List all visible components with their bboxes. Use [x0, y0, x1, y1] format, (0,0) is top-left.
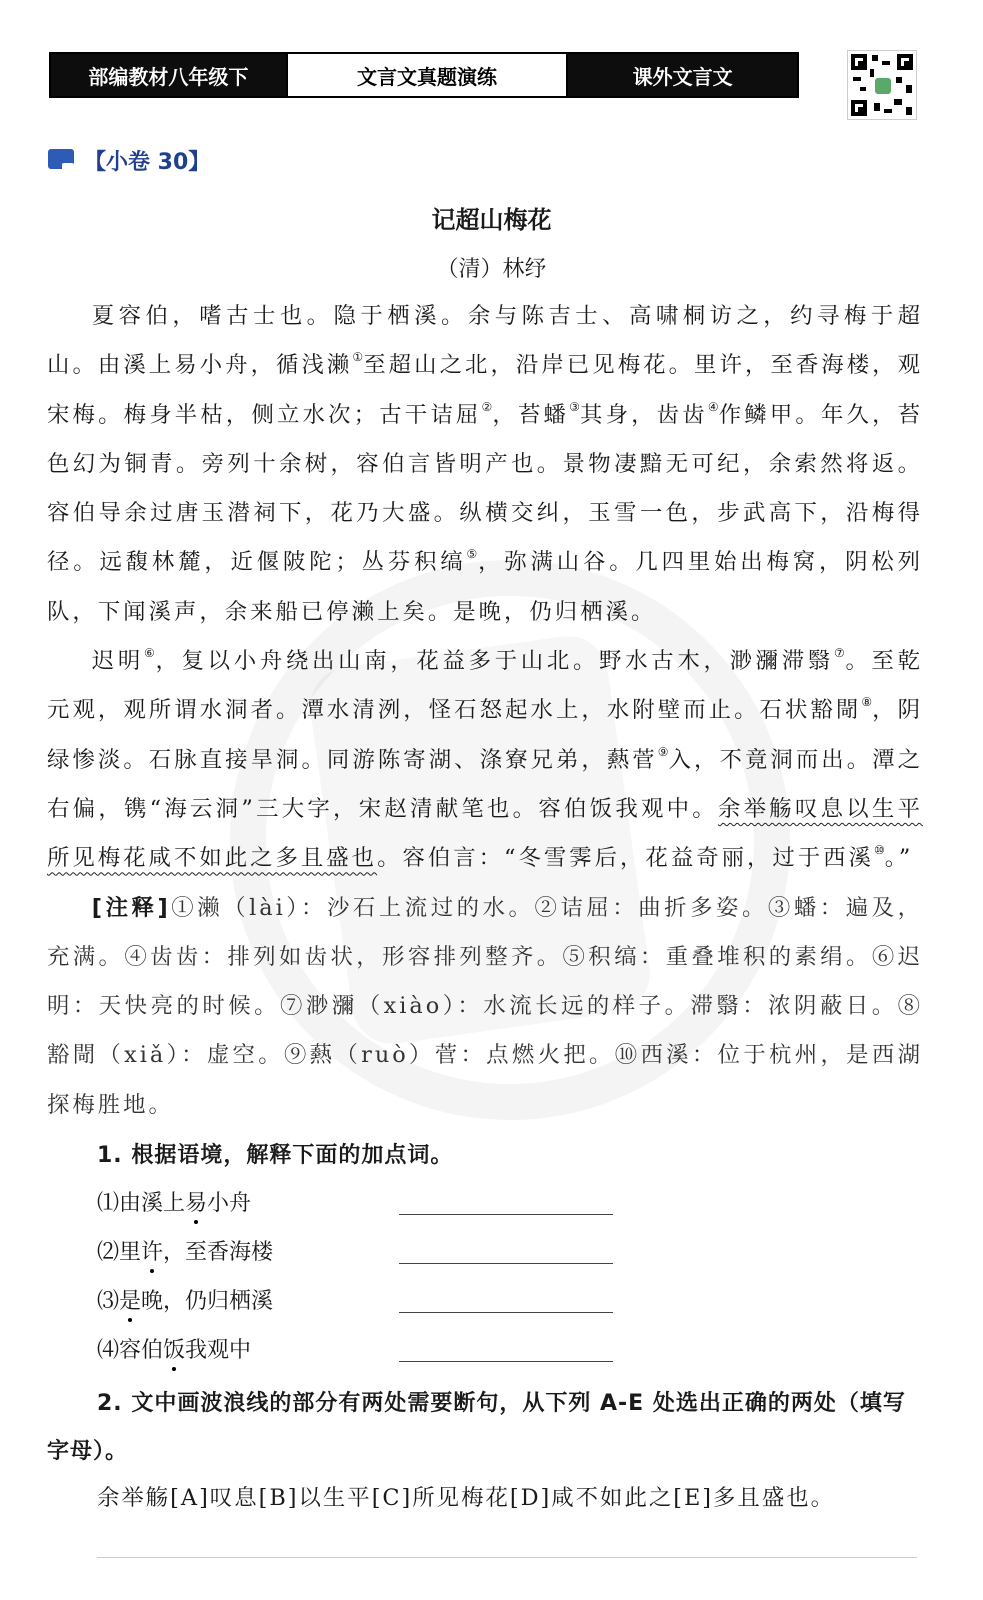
passage-body [47, 292, 923, 1130]
bookmark-icon [48, 149, 76, 173]
question-2-heading: 2. 文中画波浪线的部分有两处需要断句，从下列 A-E 处选出正确的两处（填写字母）。 [47, 1391, 906, 1464]
question-1-item: ⑴由溪上易小舟 [97, 1180, 617, 1220]
answer-blank[interactable] [399, 1361, 613, 1362]
dotted-word: 许 [141, 1240, 164, 1265]
question-1-item: ⑷容伯饭我观中 [97, 1327, 617, 1367]
annotations [47, 884, 923, 1130]
header-bar [49, 52, 799, 98]
bottom-divider [97, 1557, 917, 1558]
dotted-word: 饭 [163, 1338, 186, 1363]
passage-paragraph-2: 迟明⑥，复以小舟绕出山南，花益多于山北。野水古木，渺瀰滞翳⑦。至乾元观，观所谓水洞者。潭水清洌，怪石怒起水上，水附壁而止。石状豁閜⑧，阴绿惨淡。石脉直接旱洞。同游陈寄湖、涤寮兄弟，爇菅⑨入，不竟洞而出。潭之右偏，镌“海云洞”三大字，宋赵清献笔也。容伯饭我观中。余举觞叹息以生平所见梅花咸不如此之多且盛也。容伯言：“冬雪霁后，花益奇丽，过于西溪⑩。” [47, 646, 924, 872]
annotations-label: [注释] [91, 894, 171, 921]
answer-blank[interactable] [399, 1312, 613, 1313]
qr-code-icon [847, 50, 917, 120]
question-1-item: ⑶是晚，仍归栖溪 [97, 1278, 617, 1318]
header-exercise-label: 文言文真题演练 [286, 54, 569, 96]
header-textbook-label: 部编教材八年级下 [51, 54, 286, 96]
passage-paragraph-1: 夏容伯，嗜古士也。隐于栖溪。余与陈吉士、高啸桐访之，约寻梅于超山。由溪上易小舟，循浅濑①至超山之北，沿岸已见梅花。里许，至香海楼，观宋梅。梅身半枯，侧立水次；古干诘屈②，苔蟠③其身，齿齿④作鳞甲。年久，苔色幻为铜青。旁列十余树，容伯言皆明产也。景物凄黯无可纪，余索然将返。容伯导余过唐玉潜祠下，花乃大盛。纵横交纠，玉雪一色，步武高下，沿梅得径。远馥林麓，近偃陂陀；丛芬积缟⑤，弥满山谷。几四里始出梅窝，阴松列队，下闻溪声，余来船已停濑上矣。是晚，仍归栖溪。 [47, 303, 924, 625]
header-category-label: 课外文言文 [568, 54, 797, 96]
wavy-underlined-sentence: 余举觞叹息以生平所见梅花咸不如此之多且盛也 [47, 795, 923, 872]
section-tag [48, 145, 210, 176]
dotted-word: 是 [119, 1289, 142, 1314]
question-1-heading: 1. 根据语境，解释下面的加点词。 [97, 1143, 454, 1168]
passage-title: 记超山梅花 [431, 206, 552, 234]
question-2-sentence: 余举觞[A]叹息[B]以生平[C]所见梅花[D]咸不如此之[E]多且盛也。 [97, 1485, 835, 1511]
section-tag-label: 【小卷 30】 [84, 150, 211, 175]
question-1-item: ⑵里许，至香海楼 [97, 1229, 617, 1269]
annotations-text: ①濑（lài）：沙石上流过的水。②诘屈：曲折多姿。③蟠：遍及，充满。④齿齿：排列如齿状，形容排列整齐。⑤积缟：重叠堆积的素绢。⑥迟明：天快亮的时候。⑦渺瀰（xiào）：水流长远的样子。滞翳：浓阴蔽日。⑧豁閜（xiǎ）：虚空。⑨爇（ruò）菅：点燃火把。⑩西溪：位于杭州，是西湖探梅胜地。 [47, 894, 923, 1118]
answer-blank[interactable] [399, 1263, 613, 1264]
answer-blank[interactable] [399, 1214, 613, 1215]
dotted-word: 易 [185, 1191, 208, 1216]
passage-author: （清）林纾 [436, 257, 547, 282]
